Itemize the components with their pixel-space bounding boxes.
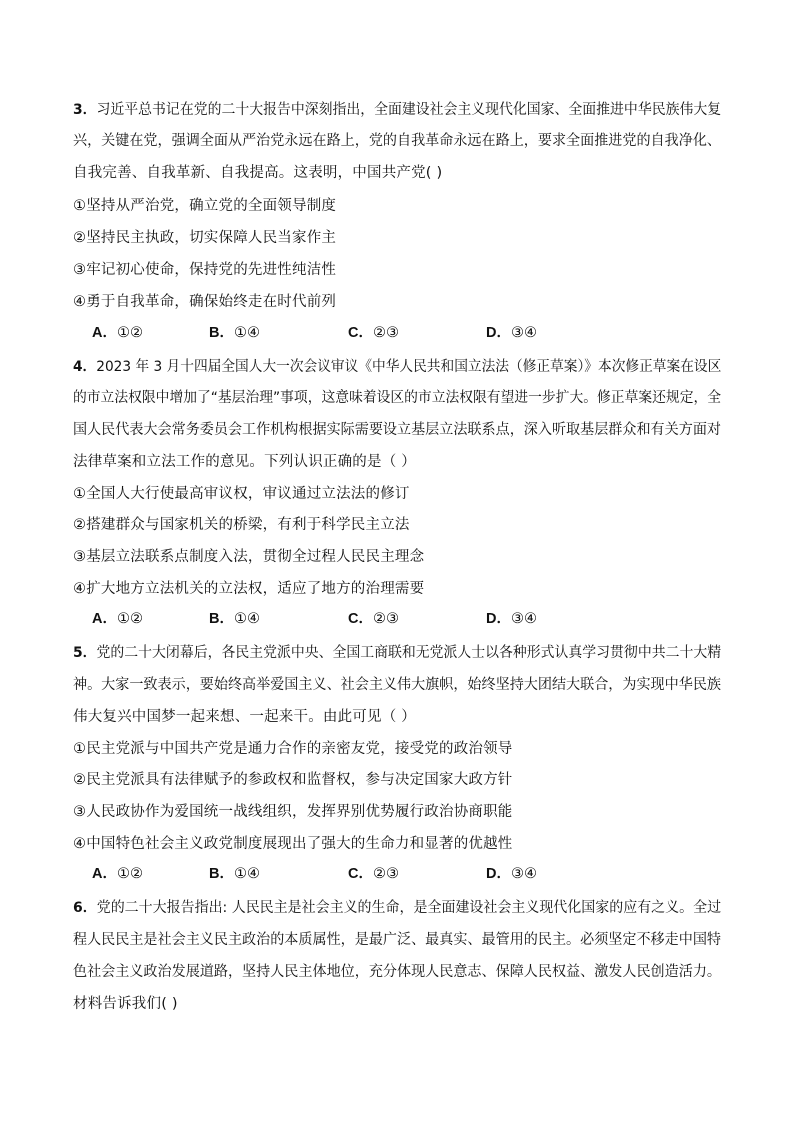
question-4-line-1: 4．2023 年 3 月十四届全国人大一次会议审议《中华人民共和国立法法（修正草案）》本次修正草案在设区 [73, 359, 722, 375]
option-letter: C． [348, 866, 373, 882]
question-4-line-4: 法律草案和立法工作的意见。下列认识正确的是（ ） [73, 454, 416, 470]
question-4-statement-2: ②搭建群众与国家机关的桥梁，有利于科学民主立法 [73, 517, 410, 533]
option-letter: A． [92, 866, 117, 882]
option-text: ②③ [372, 611, 399, 627]
question-text: 党的二十大闭幕后，各民主党派中央、全国工商联和无党派人士以各种形式认真学习贯彻中共二十大精 [96, 645, 722, 661]
option-letter: C． [348, 611, 373, 627]
question-3-option-a[interactable] [92, 323, 143, 343]
option-text: ③④ [510, 325, 537, 341]
question-4-statement-4: ④扩大地方立法机关的立法权，适应了地方的治理需要 [73, 581, 425, 597]
question-6-line-3: 色社会主义政治发展道路，坚持人民主体地位，充分体现人民意志、保障人民权益、激发人民创造活力。 [73, 964, 721, 980]
question-5-option-b[interactable] [209, 864, 260, 884]
question-5-statement-1: ①民主党派与中国共产党是通力合作的亲密友党，接受党的政治领导 [73, 741, 513, 757]
question-6-number: 6 [73, 900, 83, 916]
option-text: ②③ [372, 866, 399, 882]
question-4-option-b[interactable] [209, 609, 260, 629]
option-letter: D． [486, 866, 511, 882]
question-5-statement-2: ②民主党派具有法律赋予的参政权和监督权，参与决定国家大政方针 [73, 772, 513, 788]
option-letter: A． [92, 325, 117, 341]
question-5-statement-4: ④中国特色社会主义政党制度展现出了强大的生命力和显著的优越性 [73, 836, 513, 852]
question-3-number: 3 [73, 102, 83, 118]
question-3-statement-1: ①坚持从严治党，确立党的全面领导制度 [73, 198, 337, 214]
question-4-line-2: 的市立法权限中增加了“基层治理”事项，这意味着设区的市立法权限有望进一步扩大。修正草案还规定，全 [73, 390, 722, 406]
question-6-line-4: 材料告诉我们( ) [73, 996, 178, 1012]
question-3-line-2: 兴，关键在党，强调全面从严治党永远在路上，党的自我革命永远在路上，要求全面推进党的自我净化、 [73, 133, 721, 149]
question-4-line-3: 国人民代表大会常务委员会工作机构根据实际需要设立基层立法联系点，深入听取基层群众和有关方面对 [73, 422, 721, 438]
question-5-option-c[interactable] [348, 864, 399, 884]
question-3-line-3: 自我完善、自我革新、自我提高。这表明，中国共产党( ) [73, 165, 443, 181]
question-6-line-2: 程人民民主是社会主义民主政治的本质属性，是最广泛、最真实、最管用的民主。必须坚定不移走中国特 [73, 932, 721, 948]
question-4-number: 4 [73, 359, 83, 375]
question-3-line-1: 3．习近平总书记在党的二十大报告中深刻指出，全面建设社会主义现代化国家、全面推进中华民族伟大复 [73, 102, 722, 118]
option-letter: D． [486, 325, 511, 341]
question-4-statement-3: ③基层立法联系点制度入法，贯彻全过程人民民主理念 [73, 549, 425, 565]
option-text: ①④ [233, 866, 260, 882]
option-letter: D． [486, 611, 511, 627]
question-3-statement-2: ②坚持民主执政，切实保障人民当家作主 [73, 230, 337, 246]
option-letter: A． [92, 611, 117, 627]
option-text: ①② [116, 866, 143, 882]
question-5-option-d[interactable] [486, 864, 537, 884]
question-4-option-d[interactable] [486, 609, 537, 629]
question-3-option-d[interactable] [486, 323, 537, 343]
question-5-line-3: 伟大复兴中国梦一起来想、一起来干。由此可见（ ） [73, 709, 416, 725]
option-text: ③④ [510, 611, 537, 627]
option-text: ①④ [233, 325, 260, 341]
question-4-option-c[interactable] [348, 609, 399, 629]
question-4-statement-1: ①全国人大行使最高审议权，审议通过立法法的修订 [73, 486, 410, 502]
question-text: 党的二十大报告指出: 人民民主是社会主义的生命，是全面建设社会主义现代化国家的应有之义。全过 [96, 900, 722, 916]
question-5-number: 5 [73, 645, 83, 661]
option-text: ①② [116, 611, 143, 627]
question-4-option-a[interactable] [92, 609, 143, 629]
question-text: 习近平总书记在党的二十大报告中深刻指出，全面建设社会主义现代化国家、全面推进中华民族伟大复 [96, 102, 722, 118]
option-letter: B． [209, 611, 234, 627]
question-5-statement-3: ③人民政协作为爱国统一战线组织，发挥界别优势履行政治协商职能 [73, 804, 513, 820]
option-text: ①④ [233, 611, 260, 627]
question-5-line-2: 神。大家一致表示，要始终高举爱国主义、社会主义伟大旗帜，始终坚持大团结大联合，为实现中华民族 [73, 677, 721, 693]
question-3-statement-4: ④勇于自我革命，确保始终走在时代前列 [73, 294, 337, 310]
option-letter: B． [209, 866, 234, 882]
question-5-line-1: 5．党的二十大闭幕后，各民主党派中央、全国工商联和无党派人士以各种形式认真学习贯彻中共二十大精 [73, 645, 722, 661]
option-letter: C． [348, 325, 373, 341]
option-text: ②③ [372, 325, 399, 341]
question-3-option-b[interactable] [209, 323, 260, 343]
option-text: ③④ [510, 866, 537, 882]
option-text: ①② [116, 325, 143, 341]
question-3-option-c[interactable] [348, 323, 399, 343]
question-3-statement-3: ③牢记初心使命，保持党的先进性纯洁性 [73, 262, 337, 278]
option-letter: B． [209, 325, 234, 341]
question-5-option-a[interactable] [92, 864, 143, 884]
question-text: 2023 年 3 月十四届全国人大一次会议审议《中华人民共和国立法法（修正草案）》本次修正草案在设区 [96, 359, 722, 375]
question-6-line-1: 6．党的二十大报告指出: 人民民主是社会主义的生命，是全面建设社会主义现代化国家的应有之义。全过 [73, 900, 722, 916]
